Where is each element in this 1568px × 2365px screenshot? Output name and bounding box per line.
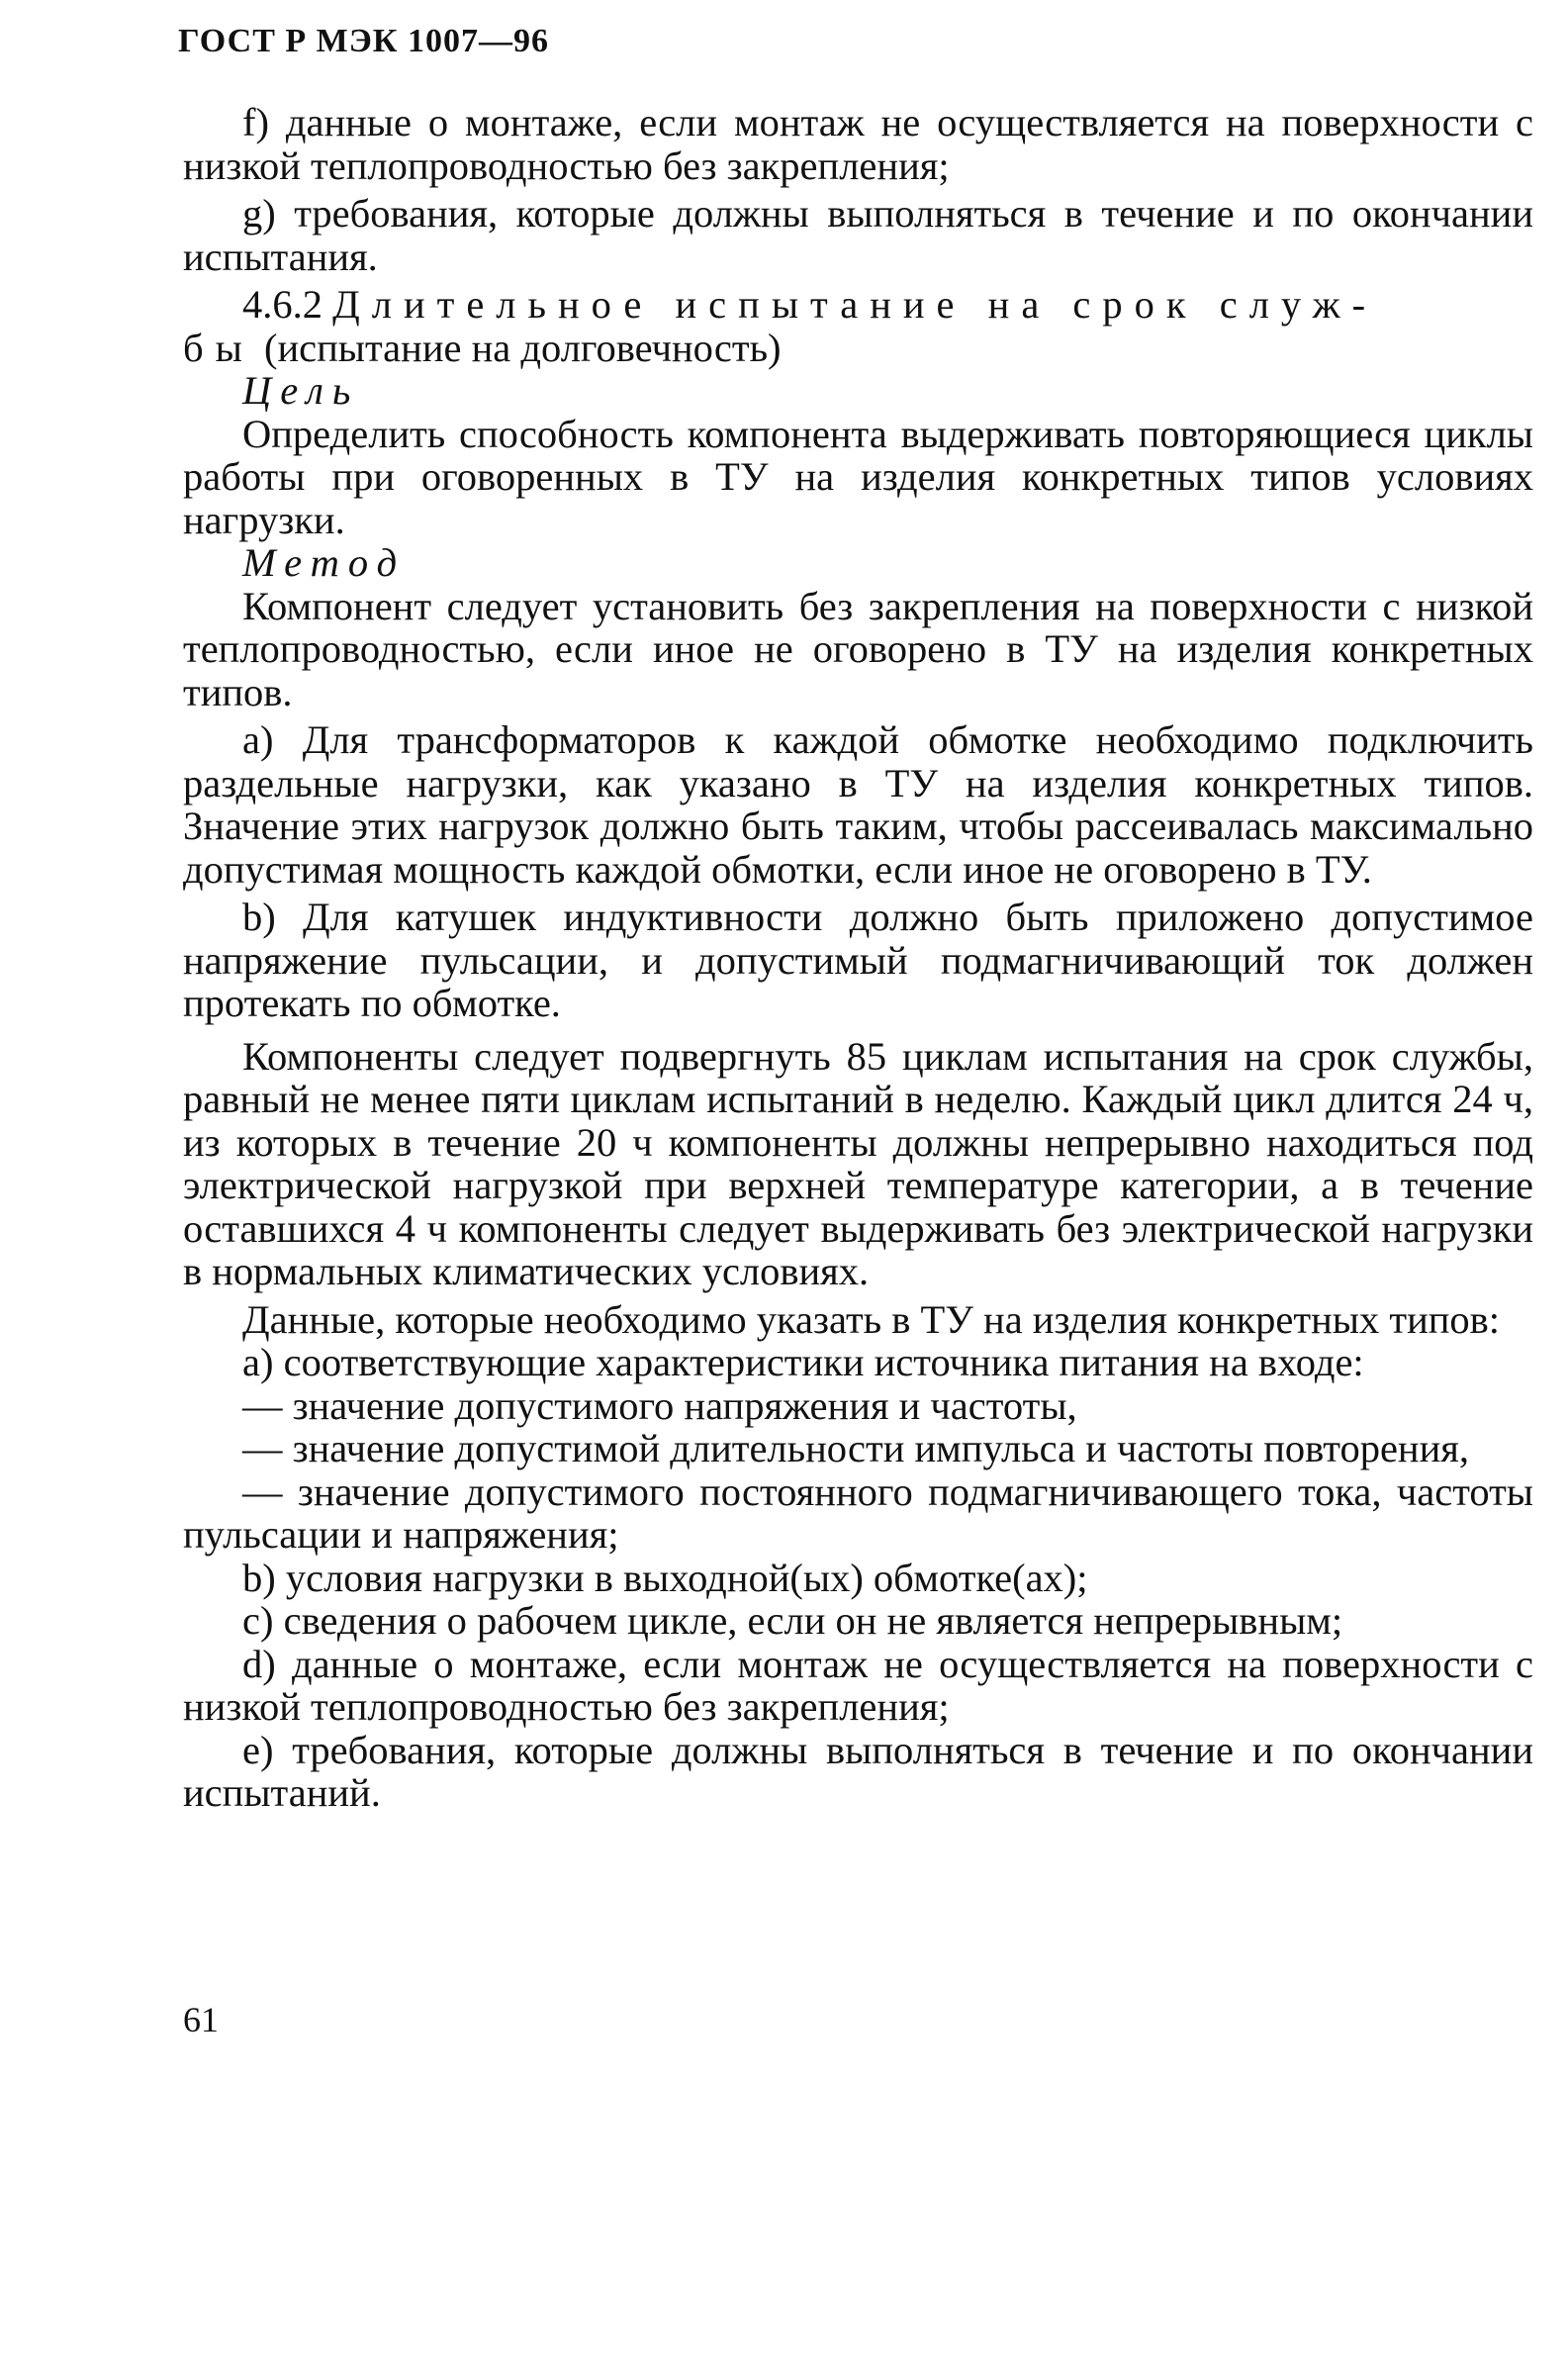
document-body [183,101,1533,1815]
data-item-a-dash-3: — значение допустимого постоянного подмагничивающего тока, частоты пульсации и напряжения; [183,1468,1533,1557]
method-item-b: b) Для катушек индуктивности должно быть приложено допустимое напряжение пульсации, и допустимый подмагничивающий ток должен протекать по обмотке. [183,895,1533,1025]
data-item-e: е) требования, которые должны выполняться в течение и по окончании испытаний. [183,1727,1533,1815]
standard-code: ГОСТ Р МЭК 1007—96 [178,23,549,59]
item-g: g) требования, которые должны выполняться в течение и по окончании испытания. [183,191,1533,279]
method-text: Компонент следует установить без закрепления на поверхности с низкой теплопроводностью, если иное не оговорено в ТУ на изделия конкретных типов. [183,583,1533,714]
section-title-paren: (испытание на долговечность) [263,325,782,370]
method-heading: Метод [242,540,407,585]
standard-header [178,22,549,77]
data-item-a-dash-2: — значение допустимой длительности импульса и частоты повторения, [242,1426,1470,1470]
data-intro: Данные, которые необходимо указать в ТУ на изделия конкретных типов: [242,1296,1501,1342]
section-title: Длительное испытание на срок служ- [332,282,1378,327]
data-item-a-dash-1: — значение допустимого напряжения и частоты, [242,1382,1077,1428]
data-item-d: d) данные о монтаже, если монтаж не осуществляется на поверхности с низкой теплопроводностью без закрепления; [183,1641,1533,1729]
data-item-a: а) соответствующие характеристики источника питания на входе: [242,1340,1364,1384]
method-item-a: а) Для трансформаторов к каждой обмотке необходимо подключить раздельные нагрузки, как указано в ТУ на изделия конкретных типов. Значение этих нагрузок должно быть таким, чтобы рассеивалась максимально допустимая мощность каждой обмотки, если иное не оговорено в ТУ. [183,717,1533,892]
data-item-c: с) сведения о рабочем цикле, если он не является непрерывным; [242,1598,1343,1643]
goal-heading: Цель [242,368,360,413]
item-f: f) данные о монтаже, если монтаж не осуществляется на поверхности с низкой теплопроводностью без закрепления; [183,100,1533,188]
data-item-b: b) условия нагрузки в выходной(ых) обмотке(ах); [242,1555,1088,1600]
section-heading [183,283,1533,327]
section-title-cont: бы [183,325,254,370]
goal-text: Определить способность компонента выдерживать повторяющиеся циклы работы при оговоренных в ТУ на изделия конкретных типов условиях нагрузки. [183,411,1533,542]
section-heading-cont [183,327,1533,370]
page-number: 61 [183,2000,219,2039]
section-number: 4.6.2 [242,282,323,327]
cycles-paragraph: Компоненты следует подвергнуть 85 циклам испытания на срок службы, равный не менее пяти циклам испытаний в неделю. Каждый цикл длится 24 ч, из которых в течение 20 ч компоненты должны непрерывно находиться под электрической нагрузкой при верхней температуре категории, а в течение оставшихся 4 ч компоненты следует выдерживать без электрической нагрузки в нормальных климатических условиях. [183,1033,1533,1293]
